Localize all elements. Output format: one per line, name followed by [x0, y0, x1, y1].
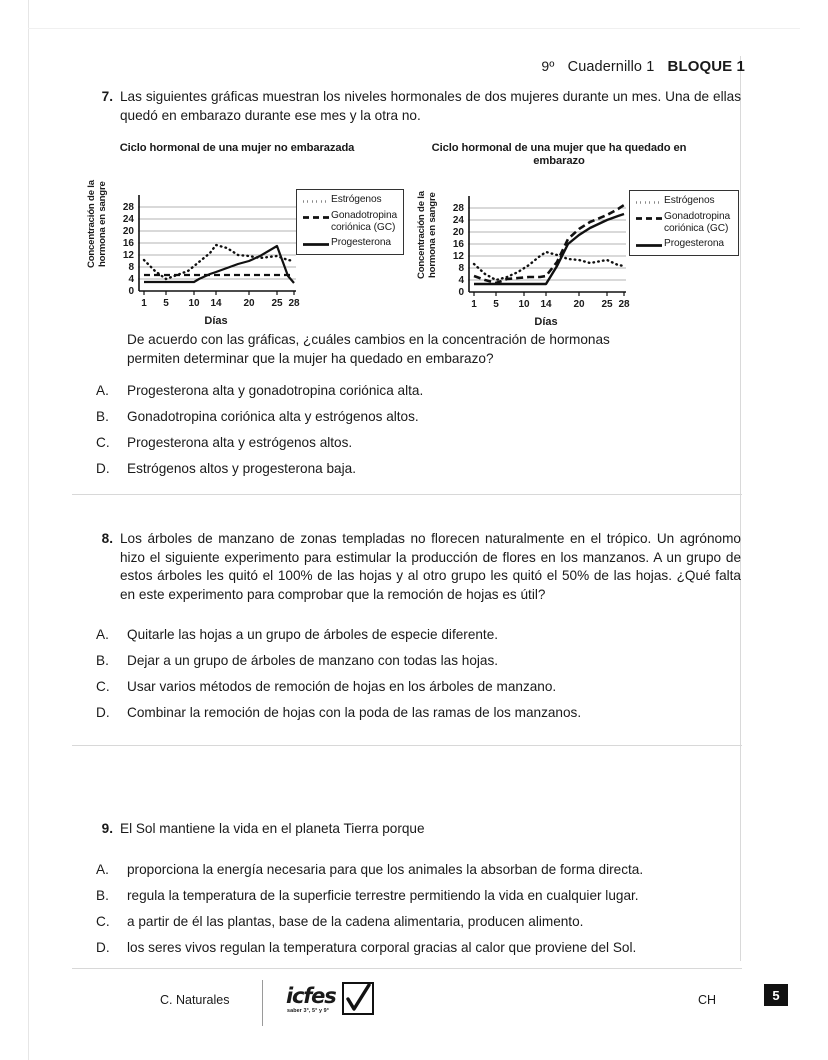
header-booklet: Cuadernillo 1: [567, 59, 655, 75]
xtick-10: 10: [518, 299, 530, 310]
option-9-C-letter: C.: [96, 913, 110, 929]
option-7-D-text: Estrógenos altos y progesterona baja.: [127, 461, 356, 476]
divider-after-question-8: [72, 745, 742, 746]
question-7-options: [96, 382, 741, 478]
page-number-badge: 5: [764, 984, 788, 1006]
chart-pregnant-xlabel: Días: [534, 316, 558, 328]
footer-code: CH: [698, 993, 717, 1007]
chart-pregnant-legend: [629, 190, 739, 256]
question-8-stem: Los árboles de manzano de zonas templadas no florecen naturalmente en el trópico. Un agrónomo hizo el siguiente experimento para estimular la producción de flores en los manzanos. A un grupo de estos árboles les quitó el 100% de las hojas y al otro grupo les quitó el 50% de las hojas. ¿Qué falta en este experimento para comprobar que la remoción de hojas es útil?: [120, 531, 741, 602]
ytick-24: 24: [122, 214, 134, 225]
chart-pregnant-svg: [468, 196, 628, 298]
legend-key-dotted-icon: [634, 195, 664, 208]
page-frame-left-rule: [28, 0, 29, 1060]
option-8-D[interactable]: [96, 704, 741, 722]
legend-key-solid-icon: [301, 237, 331, 250]
ytick-24: 24: [452, 215, 464, 226]
header-grade: 9º: [541, 58, 555, 74]
option-9-C[interactable]: [96, 913, 741, 931]
option-7-B[interactable]: [96, 408, 741, 426]
option-9-D-letter: D.: [96, 939, 110, 955]
legend-label-gonadotropina: Gonadotropina coriónica (GC): [664, 211, 731, 234]
legend-label-estrogenos: Estrógenos: [664, 195, 715, 206]
icfes-logo: [286, 982, 384, 1024]
xtick-20: 20: [243, 298, 255, 309]
legend-row-estrogenos: [301, 194, 398, 207]
hormone-charts-figure: [86, 142, 741, 328]
ytick-16: 16: [452, 239, 464, 250]
option-7-B-text: Gonadotropina coriónica alta y estrógenos altos.: [127, 409, 419, 424]
xtick-20: 20: [573, 299, 585, 310]
ytick-20: 20: [122, 226, 134, 237]
option-8-C[interactable]: [96, 678, 741, 696]
page-footer: [0, 968, 828, 1060]
header-block: BLOQUE 1: [667, 58, 745, 75]
footer-vertical-separator: [262, 980, 263, 1026]
legend-label-gonadotropina: Gonadotropina coriónica (GC): [331, 210, 398, 233]
question-9-stem: El Sol mantiene la vida en el planeta Tierra porque: [120, 821, 425, 836]
legend-row-progesterona: [634, 238, 733, 251]
chart-non-pregnant-xlabel: Días: [204, 315, 228, 327]
ytick-16: 16: [122, 238, 134, 249]
ytick-12: 12: [452, 251, 464, 262]
legend-key-dashed-icon: [301, 210, 331, 223]
xtick-10: 10: [188, 298, 200, 309]
option-7-D-letter: D.: [96, 461, 110, 476]
option-7-C-text: Progesterona alta y estrógenos altos.: [127, 435, 353, 450]
chart-pregnant-title: Ciclo hormonal de una mujer que ha quedado en embarazo: [431, 142, 687, 167]
option-8-B[interactable]: [96, 652, 741, 670]
question-7-stem: Las siguientes gráficas muestran los niveles hormonales de dos mujeres durante un mes. Una de ellas quedó en embarazo durante ese mes y la otra no.: [120, 89, 741, 123]
option-9-A-text: proporciona la energía necesaria para que los animales la absorban de forma directa.: [127, 861, 644, 877]
question-8-options: [96, 626, 741, 722]
question-8: [96, 530, 741, 730]
option-9-A-letter: A.: [96, 861, 109, 877]
xtick-25: 25: [271, 298, 283, 309]
divider-after-question-7: [72, 494, 742, 495]
ytick-28: 28: [452, 203, 464, 214]
question-9: [96, 820, 741, 965]
ytick-8: 8: [128, 262, 134, 273]
option-8-A[interactable]: [96, 626, 741, 644]
option-8-A-letter: A.: [96, 627, 109, 642]
chart-non-pregnant: [86, 142, 404, 327]
option-9-B[interactable]: [96, 887, 741, 905]
xtick-28: 28: [288, 298, 300, 309]
chart-pregnant: [416, 142, 741, 328]
option-9-B-letter: B.: [96, 887, 109, 903]
xtick-1: 1: [141, 298, 147, 309]
legend-key-dotted-icon: [301, 194, 331, 207]
ytick-4: 4: [128, 274, 134, 285]
option-7-B-letter: B.: [96, 409, 109, 424]
page-header: [0, 58, 745, 75]
option-8-B-letter: B.: [96, 653, 109, 668]
question-9-options: [96, 861, 741, 957]
icfes-logo-subtitle: saber 3°, 5° y 9°: [287, 1008, 330, 1014]
legend-row-estrogenos: [634, 195, 733, 208]
option-9-B-text: regula la temperatura de la superficie terrestre permitiendo la vida en cualquier lugar.: [127, 887, 639, 903]
legend-row-gonadotropina: [634, 211, 733, 235]
question-7-stem-row: [96, 88, 741, 125]
chart-non-pregnant-legend: [296, 189, 404, 255]
question-8-stem-row: [96, 530, 741, 604]
xtick-5: 5: [493, 299, 499, 310]
ytick-28: 28: [122, 202, 134, 213]
question-7-tail: [96, 330, 741, 486]
footer-subject: C. Naturales: [160, 993, 230, 1007]
question-7-prompt: De acuerdo con las gráficas, ¿cuáles cambios en la concentración de hormonas permiten determinar que la mujer ha quedado en embarazo?: [127, 332, 610, 366]
ytick-4: 4: [458, 275, 464, 286]
check-icon: [344, 984, 372, 1013]
chart-non-pregnant-ylabel: Concentración de la hormona en sangre: [86, 180, 108, 268]
ytick-12: 12: [122, 250, 134, 261]
ytick-0: 0: [458, 287, 464, 298]
xtick-5: 5: [163, 298, 169, 309]
question-7-number: 7.: [101, 89, 113, 104]
chart-non-pregnant-svg: [138, 195, 298, 297]
chart-pregnant-ylabel: Concentración de la hormona en sangre: [416, 191, 438, 279]
question-8-number: 8.: [101, 531, 113, 546]
ytick-8: 8: [458, 263, 464, 274]
legend-label-progesterona: Progesterona: [664, 238, 724, 249]
option-7-A-letter: A.: [96, 383, 109, 398]
option-9-C-text: a partir de él las plantas, base de la cadena alimentaria, producen alimento.: [127, 913, 584, 929]
question-9-number: 9.: [101, 821, 113, 836]
option-8-C-letter: C.: [96, 679, 110, 694]
footer-divider: [72, 968, 742, 969]
checkmark-box-icon: [342, 982, 374, 1015]
icfes-logo-wordmark: icfes: [286, 984, 336, 1008]
option-8-A-text: Quitarle las hojas a un grupo de árboles de especie diferente.: [127, 627, 499, 642]
option-7-D[interactable]: [96, 460, 741, 478]
xtick-14: 14: [540, 299, 552, 310]
legend-label-estrogenos: Estrógenos: [331, 194, 382, 205]
question-9-stem-row: [96, 820, 741, 839]
option-8-D-letter: D.: [96, 705, 110, 720]
xtick-28: 28: [618, 299, 630, 310]
legend-label-progesterona: Progesterona: [331, 237, 391, 248]
legend-key-solid-icon: [634, 238, 664, 251]
option-8-B-text: Dejar a un grupo de árboles de manzano con todas las hojas.: [127, 653, 499, 668]
xtick-14: 14: [210, 298, 222, 309]
option-7-A-text: Progesterona alta y gonadotropina coriónica alta.: [127, 383, 424, 398]
option-9-D[interactable]: [96, 939, 741, 957]
xtick-25: 25: [601, 299, 613, 310]
legend-row-gonadotropina: [301, 210, 398, 234]
ytick-20: 20: [452, 227, 464, 238]
question-7: [96, 88, 741, 125]
legend-row-progesterona: [301, 237, 398, 250]
legend-key-dashed-icon: [634, 211, 664, 224]
option-8-C-text: Usar varios métodos de remoción de hojas en los árboles de manzano.: [127, 679, 557, 694]
chart-pregnant-plot: [416, 170, 741, 328]
option-8-D-text: Combinar la remoción de hojas con la poda de las ramas de los manzanos.: [127, 705, 582, 720]
option-9-D-text: los seres vivos regulan la temperatura corporal gracias al calor que proviene del Sol.: [127, 939, 637, 955]
option-7-C-letter: C.: [96, 435, 110, 450]
ytick-0: 0: [128, 286, 134, 297]
xtick-1: 1: [471, 299, 477, 310]
option-7-C[interactable]: [96, 434, 741, 452]
option-9-A[interactable]: [96, 861, 741, 879]
option-7-A[interactable]: [96, 382, 741, 400]
chart-non-pregnant-plot: [86, 169, 404, 327]
chart-non-pregnant-title: Ciclo hormonal de una mujer no embarazada: [119, 142, 355, 154]
page-frame-top-rule: [28, 28, 800, 29]
